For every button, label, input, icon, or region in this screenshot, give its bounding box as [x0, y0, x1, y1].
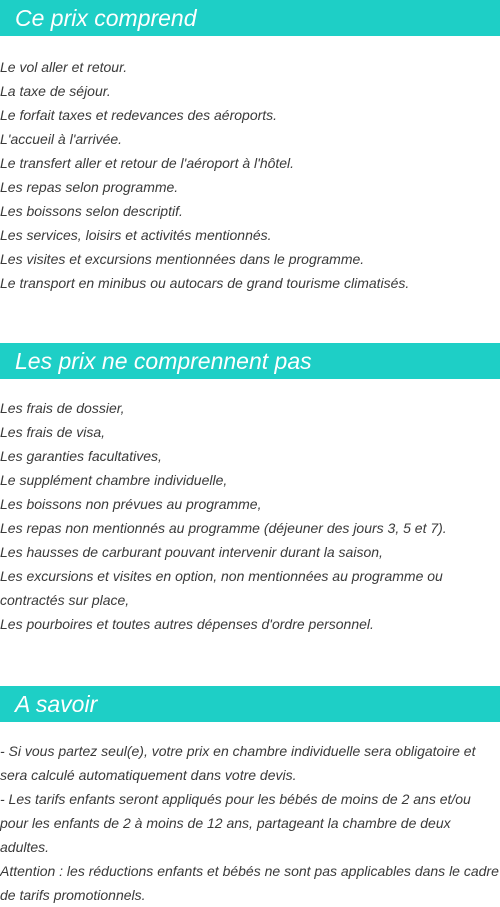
list-item: Les frais de visa,	[0, 424, 106, 440]
list-item: Les frais de dossier,	[0, 400, 125, 416]
list-item: Les pourboires et toutes autres dépenses d'ordre personnel.	[0, 616, 374, 632]
list-item: Le supplément chambre individuelle,	[0, 472, 228, 488]
note-paragraph: - Si vous partez seul(e), votre prix en chambre individuelle sera obligatoire et sera calculé automatiquement dans votre devis.	[0, 743, 476, 783]
section-heading: A savoir	[0, 686, 500, 722]
list-item: Les services, loisirs et activités mentionnés.	[0, 227, 272, 243]
list-item: Les visites et excursions mentionnées dans le programme.	[0, 251, 365, 267]
list-item: Les repas non mentionnés au programme (déjeuner des jours 3, 5 et 7).	[0, 520, 447, 536]
list-item: Les boissons non prévues au programme,	[0, 496, 262, 512]
list-item: Le transport en minibus ou autocars de grand tourisme climatisés.	[0, 275, 410, 291]
list-item: La taxe de séjour.	[0, 83, 111, 99]
list-item: Les garanties facultatives,	[0, 448, 162, 464]
section-price-excludes	[0, 343, 500, 636]
section-good-to-know	[0, 686, 500, 907]
list-item: Le forfait taxes et redevances des aéroports.	[0, 107, 278, 123]
list-item: L'accueil à l'arrivée.	[0, 131, 123, 147]
excluded-list	[0, 396, 500, 636]
section-price-includes	[0, 0, 500, 295]
list-item: contractés sur place,	[0, 592, 130, 608]
note-paragraph: - Les tarifs enfants seront appliqués pour les bébés de moins de 2 ans et/ou pour les enfants de 2 à moins de 12 ans, partageant la chambre de deux adultes.	[0, 791, 471, 855]
included-list	[0, 55, 500, 295]
list-item: Les excursions et visites en option, non mentionnées au programme ou	[0, 568, 443, 584]
list-item: Les hausses de carburant pouvant intervenir durant la saison,	[0, 544, 383, 560]
section-heading: Ce prix comprend	[0, 0, 500, 36]
note-paragraph: Attention : les réductions enfants et bébés ne sont pas applicables dans le cadre de tarifs promotionnels.	[0, 863, 499, 903]
list-item: Le vol aller et retour.	[0, 59, 128, 75]
list-item: Les repas selon programme.	[0, 179, 179, 195]
section-heading: Les prix ne comprennent pas	[0, 343, 500, 379]
notes-block	[0, 739, 500, 907]
list-item: Le transfert aller et retour de l'aéroport à l'hôtel.	[0, 155, 295, 171]
list-item: Les boissons selon descriptif.	[0, 203, 183, 219]
